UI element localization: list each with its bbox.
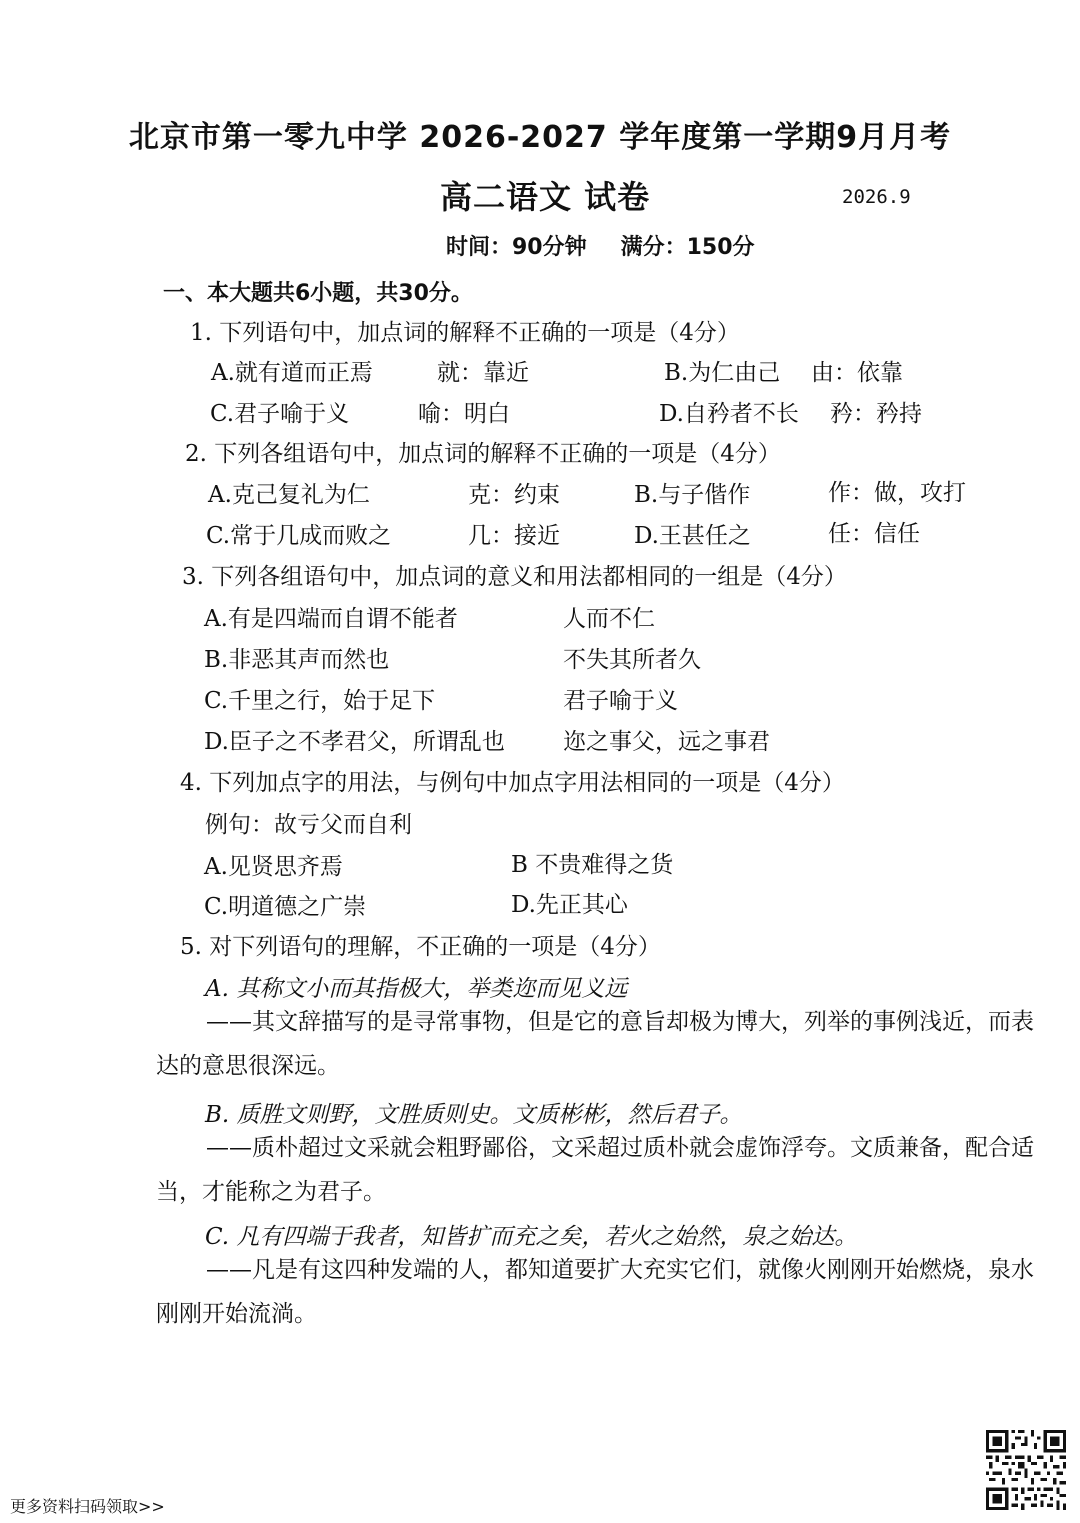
q3-option-b-pair: 不失其所者久: [563, 647, 701, 673]
q2-option-b: B.与子偕作: [634, 482, 751, 508]
q1-option-c: C.君子喻于义: [210, 401, 350, 427]
q3-option-a-pair: 人而不仁: [563, 606, 655, 632]
q3-option-c: C.千里之行，始于足下: [204, 688, 436, 714]
q3-option-d-pair: 迩之事父，远之事君: [563, 729, 770, 755]
q5-item-b-explain: ——质朴超过文采就会粗野鄙俗，文采超过质朴就会虚饰浮夸。文质兼备，配合适当，才能称之为君子。: [156, 1135, 1034, 1205]
q2-option-d: D.王甚任之: [634, 523, 751, 549]
exam-time-score: [446, 230, 755, 261]
q1-option-a: A.就有道而正焉: [211, 360, 373, 386]
q3-option-b: B.非恶其声而然也: [204, 647, 390, 673]
q4-option-d: D.先正其心: [511, 892, 628, 918]
qr-code-icon[interactable]: [986, 1430, 1066, 1510]
q5-item-a-quote: A. 其称文小而其指极大，举类迩而见义远: [205, 976, 628, 1002]
q3-option-d: D.臣子之不孝君父，所谓乱也: [204, 729, 505, 755]
q1-option-d-gloss: 矜：矜持: [830, 401, 922, 427]
q4-example: 例句：故亏父而自利: [205, 812, 412, 838]
q4-option-c: C.明道德之广崇: [204, 894, 367, 920]
exam-subject: 高二语文 试卷: [440, 178, 651, 216]
exam-date: 2026.9: [842, 186, 911, 208]
section-heading: 一、本大题共6小题，共30分。: [163, 281, 473, 306]
exam-title: 北京市第一零九中学 2026-2027 学年度第一学期9月月考: [128, 120, 952, 155]
q5-item-c-quote: C. 凡有四端于我者，知皆扩而充之矣，若火之始然，泉之始达。: [205, 1224, 858, 1250]
q2-option-a: A.克己复礼为仁: [208, 482, 370, 508]
q5-item-b-quote: B. 质胜文则野，文胜质则史。文质彬彬，然后君子。: [205, 1102, 743, 1128]
q1-option-c-gloss: 喻：明白: [418, 401, 510, 427]
q3-option-a: A.有是四端而自谓不能者: [204, 606, 458, 632]
q1-option-d: D.自矜者不长: [659, 401, 799, 427]
q3-option-c-pair: 君子喻于义: [563, 688, 678, 714]
q4-stem: 4. 下列加点字的用法，与例句中加点字用法相同的一项是（4分）: [180, 770, 845, 796]
q5-stem: 5. 对下列语句的理解，不正确的一项是（4分）: [180, 934, 661, 960]
exam-time: 时间：90分钟: [446, 235, 587, 260]
q2-stem: 2. 下列各组语句中，加点词的解释不正确的一项是（4分）: [185, 441, 781, 467]
q4-option-b: B 不贵难得之货: [511, 852, 674, 878]
q1-option-b: B.为仁由己: [664, 360, 781, 386]
q4-option-a: A.见贤思齐焉: [204, 854, 343, 880]
q1-option-a-gloss: 就：靠近: [437, 360, 529, 386]
q1-stem: 1. 下列语句中，加点词的解释不正确的一项是（4分）: [190, 320, 740, 346]
q2-option-b-gloss: 作：做，攻打: [828, 480, 966, 506]
q5-item-c-explain: ——凡是有这四种发端的人，都知道要扩大充实它们，就像火刚刚开始燃烧，泉水刚刚开始流淌。: [156, 1257, 1034, 1327]
q3-stem: 3. 下列各组语句中，加点词的意义和用法都相同的一组是（4分）: [182, 564, 847, 590]
footer-promo[interactable]: 更多资料扫码领取>>: [10, 1497, 165, 1516]
q1-option-b-gloss: 由：依靠: [811, 360, 903, 386]
q2-option-c: C.常于几成而败之: [206, 523, 392, 549]
q5-item-a-explain: ——其文辞描写的是寻常事物，但是它的意旨却极为博大，列举的事例浅近，而表达的意思很深远。: [156, 1009, 1034, 1079]
q2-option-d-gloss: 任：信任: [828, 521, 920, 547]
q2-option-a-gloss: 克：约束: [468, 482, 560, 508]
q2-option-c-gloss: 几：接近: [468, 523, 560, 549]
exam-score: 满分：150分: [620, 235, 755, 260]
